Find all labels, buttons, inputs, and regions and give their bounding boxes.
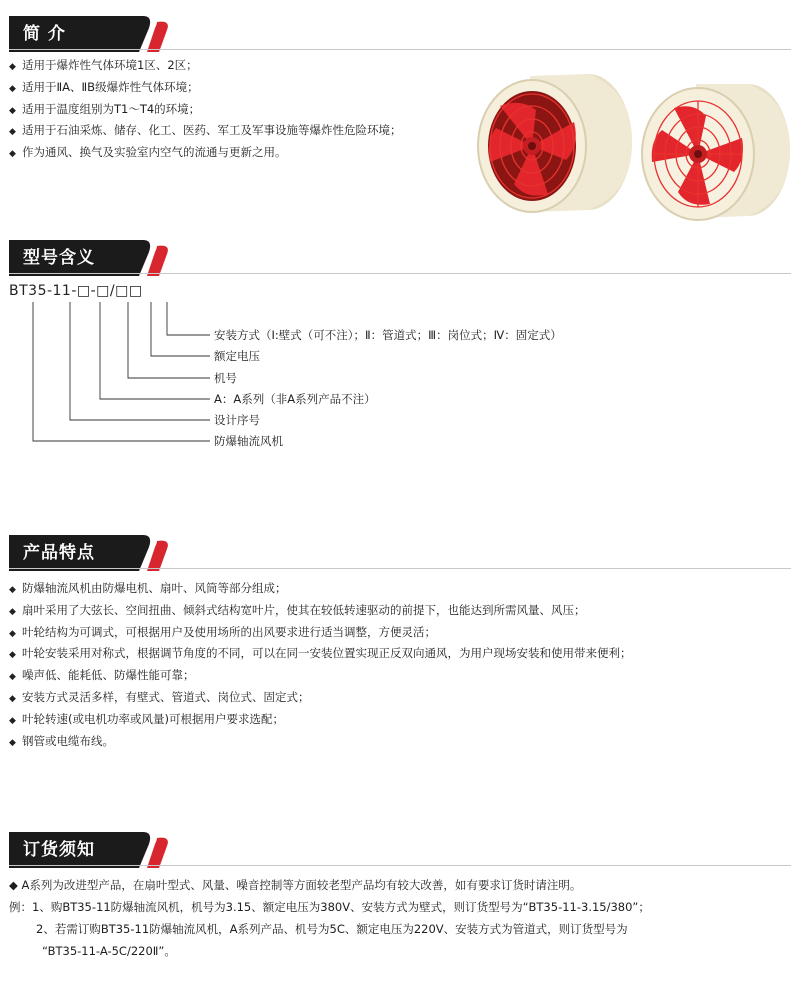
section-title: 型号含义 [23, 248, 95, 268]
list-item: ◆ 适用于ⅡA、ⅡB级爆炸性气体环境； [9, 78, 402, 100]
list-item: ◆ 扇叶采用了大弦长、空间扭曲、倾斜式结构宽叶片，使其在较低转速驱动的前提下，也能达到所需风量、风压； [9, 601, 632, 623]
model-label: 防爆轴流风机 [214, 434, 283, 448]
list-item: ◆ 安装方式灵活多样，有壁式、管道式、岗位式、固定式； [9, 688, 632, 710]
list-item: ◆ 钢管或电缆布线。 [9, 732, 632, 754]
diamond-bullet-icon: ◆ [9, 737, 16, 748]
features-list [9, 579, 632, 753]
diamond-bullet-icon: ◆ [9, 650, 16, 661]
model-label: 额定电压 [214, 349, 260, 363]
model-callout-lines [0, 0, 220, 450]
explosion-proof-fan-image-right [636, 78, 796, 228]
section-header-features [9, 535, 181, 571]
diamond-bullet-icon: ◆ [9, 127, 16, 138]
diamond-bullet-icon: ◆ [9, 83, 16, 94]
list-item: ◆ 叶轮结构为可调式，可根据用户及使用场所的出风要求进行适当调整，方便灵活； [9, 623, 632, 645]
list-item: ◆ 适用于石油采炼、储存、化工、医药、军工及军事设施等爆炸性危险环境； [9, 121, 402, 143]
order-note: ◆ A系列为改进型产品，在扇叶型式、风量、噪音控制等方面较老型产品均有较大改善，如有要求订货时请注明。 [9, 878, 582, 892]
order-example-2: 2、若需订购BT35-11防爆轴流风机，A系列产品、机号为5C、额定电压为220V、安装方式为管道式，则订货型号为 [36, 922, 628, 936]
diamond-bullet-icon: ◆ [9, 606, 16, 617]
list-item: ◆ 防爆轴流风机由防爆电机、扇叶、风筒等部分组成； [9, 579, 632, 601]
list-item: ◆ 叶轮安装采用对称式，根据调节角度的不同，可以在同一安装位置实现正反双向通风，为用户现场安装和使用带来便利； [9, 644, 632, 666]
list-item: ◆ 适用于爆炸性气体环境1区、2区； [9, 56, 402, 78]
list-item: ◆ 适用于温度组别为T1～T4的环境； [9, 100, 402, 122]
list-item: ◆ 作为通风、换气及实验室内空气的流通与更新之用。 [9, 143, 402, 165]
list-item: ◆ 噪声低、能耗低、防爆性能可靠； [9, 666, 632, 688]
diamond-bullet-icon: ◆ [9, 628, 16, 639]
diamond-bullet-icon: ◆ [9, 715, 16, 726]
model-code: BT35-11-□-□/□□ [9, 283, 143, 299]
diamond-bullet-icon: ◆ [9, 105, 16, 116]
model-label: 设计序号 [214, 413, 260, 427]
section-title: 产品特点 [23, 543, 95, 563]
section-header-order [9, 832, 181, 868]
model-label: 安装方式（Ⅰ:壁式（可不注）；Ⅱ：管道式；Ⅲ：岗位式；Ⅳ：固定式） [214, 328, 562, 342]
diamond-bullet-icon: ◆ [9, 585, 16, 595]
section-title: 简 介 [23, 24, 66, 44]
diamond-bullet-icon: ◆ [9, 693, 16, 704]
order-example-1: 例：1、购BT35-11防爆轴流风机，机号为3.15、额定电压为380V、安装方式为壁式，则订货型号为“BT35-11-3.15/380”； [9, 900, 650, 914]
diamond-bullet-icon: ◆ [9, 62, 16, 72]
model-label: A：A系列（非A系列产品不注） [214, 392, 376, 406]
diamond-bullet-icon: ◆ [9, 672, 16, 683]
order-example-2-model: “BT35-11-A-5C/220Ⅱ”。 [42, 944, 176, 958]
diamond-bullet-icon: ◆ [9, 149, 16, 160]
explosion-proof-fan-image-left [470, 70, 642, 220]
list-item: ◆ 叶轮转速(或电机功率或风量)可根据用户要求选配； [9, 710, 632, 732]
section-divider [9, 865, 791, 866]
section-divider [9, 568, 791, 569]
section-title: 订货须知 [23, 840, 95, 860]
model-label: 机号 [214, 371, 237, 385]
